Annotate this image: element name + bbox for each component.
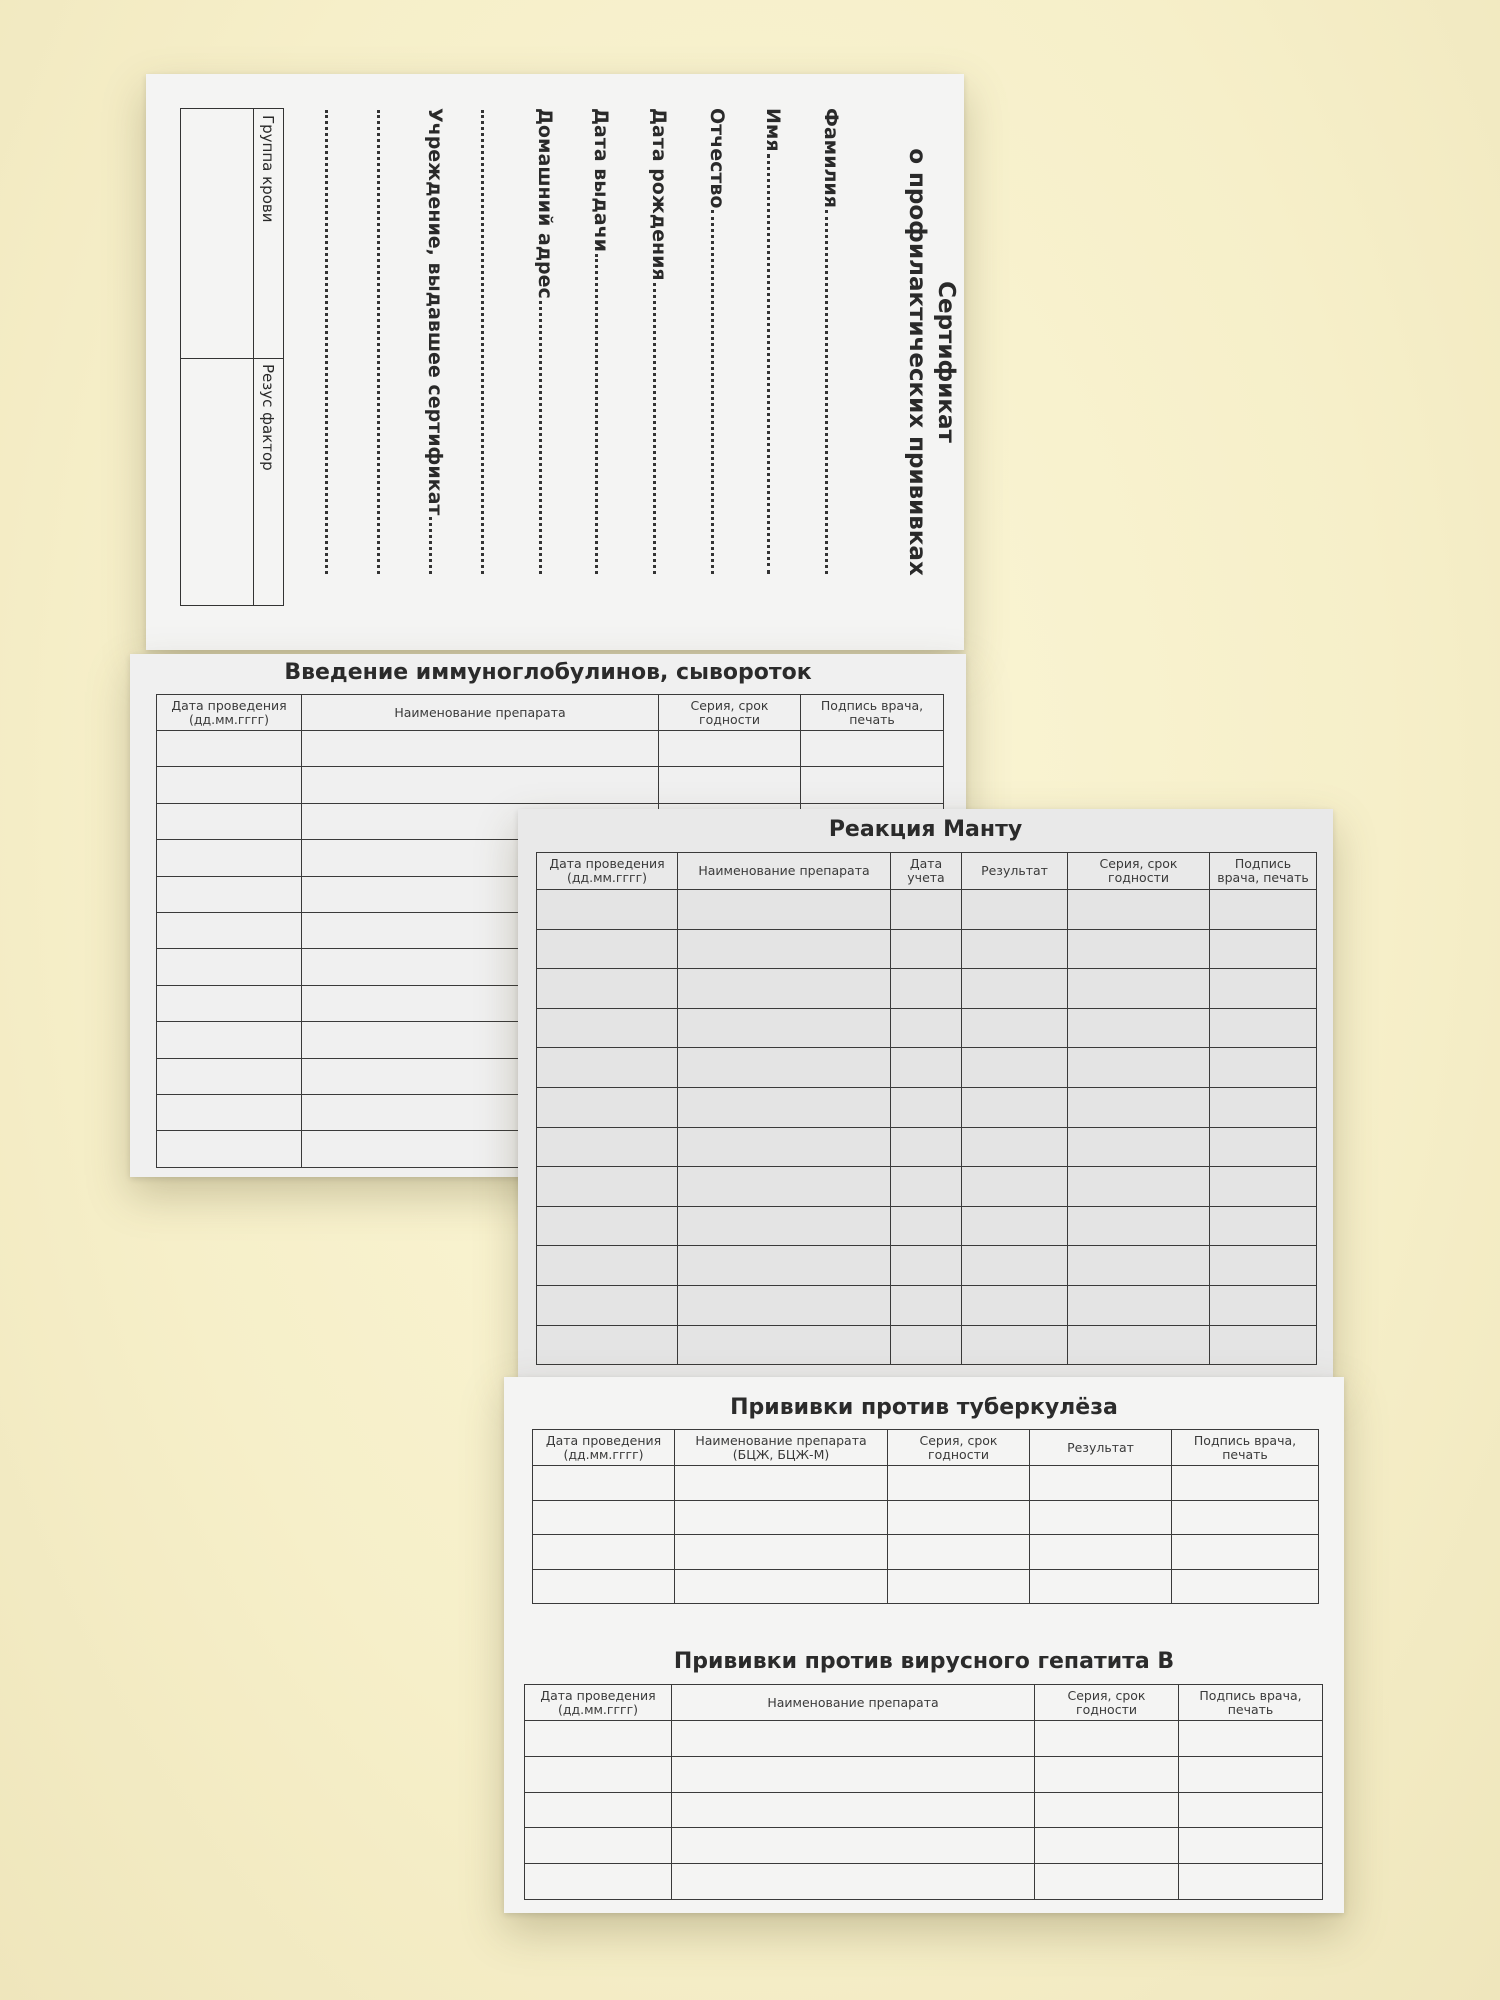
column-header: Дата учета [891, 853, 962, 890]
column-header: Дата проведения (дд.мм.гггг) [525, 1685, 672, 1721]
table-cell[interactable] [1035, 1756, 1179, 1792]
table-row [525, 1864, 1323, 1900]
table-cell[interactable] [888, 1500, 1030, 1535]
column-header: Серия, срок годности [659, 695, 801, 731]
certificate-field [706, 108, 732, 574]
tuberculosis-table [532, 1429, 1319, 1604]
table-cell[interactable] [678, 1246, 891, 1286]
table-cell[interactable] [891, 1048, 962, 1088]
table-cell[interactable] [962, 1325, 1068, 1365]
certificate-field-label: Учреждение, выдавшее сертификат [424, 108, 446, 516]
table-cell[interactable] [157, 1058, 302, 1094]
table-cell[interactable] [962, 1087, 1068, 1127]
hepatitis-title: Прививки против вирусного гепатита В [673, 1649, 1175, 1674]
table-cell[interactable] [1068, 969, 1210, 1009]
table-cell[interactable] [157, 840, 302, 876]
table-cell[interactable] [157, 912, 302, 948]
certificate-field-dotted-line [429, 517, 432, 574]
column-header: Результат [1030, 1430, 1172, 1466]
table-cell[interactable] [157, 1022, 302, 1058]
table-cell[interactable] [302, 767, 659, 803]
table-cell[interactable] [675, 1569, 888, 1604]
table-cell[interactable] [1068, 1206, 1210, 1246]
table-cell[interactable] [962, 969, 1068, 1009]
table-cell[interactable] [1179, 1828, 1323, 1864]
table-cell[interactable] [891, 1206, 962, 1246]
mantu-page [518, 809, 1333, 1377]
table-cell[interactable] [962, 929, 1068, 969]
table-cell[interactable] [1035, 1864, 1179, 1900]
table-cell[interactable] [157, 1094, 302, 1130]
table-cell[interactable] [891, 1325, 962, 1365]
table-cell[interactable] [678, 1048, 891, 1088]
mantu-table [536, 852, 1317, 1365]
table-cell[interactable] [801, 731, 944, 767]
table-row [533, 1535, 1319, 1570]
table-cell[interactable] [1068, 1167, 1210, 1207]
certificate-content [146, 74, 964, 650]
table-cell[interactable] [888, 1466, 1030, 1501]
immunoglobulin-title: Введение иммуноглобулинов, сывороток [284, 660, 812, 685]
table-cell[interactable] [675, 1500, 888, 1535]
table-cell[interactable] [962, 890, 1068, 930]
table-cell[interactable] [678, 1087, 891, 1127]
table-cell[interactable] [1068, 1325, 1210, 1365]
table-cell[interactable] [1030, 1500, 1172, 1535]
certificate-field-dotted-line [653, 283, 656, 574]
table-cell[interactable] [1172, 1535, 1319, 1570]
blood-group-box [180, 108, 284, 606]
table-cell[interactable] [1172, 1500, 1319, 1535]
table-cell[interactable] [1035, 1828, 1179, 1864]
table-row [537, 1246, 1317, 1286]
table-cell[interactable] [888, 1535, 1030, 1570]
table-cell[interactable] [537, 1206, 678, 1246]
table-cell[interactable] [157, 731, 302, 767]
table-cell[interactable] [1210, 929, 1317, 969]
table-cell[interactable] [1210, 890, 1317, 930]
table-cell[interactable] [157, 767, 302, 803]
table-cell[interactable] [962, 1206, 1068, 1246]
table-cell[interactable] [525, 1864, 672, 1900]
table-row [537, 1325, 1317, 1365]
table-cell[interactable] [1210, 1325, 1317, 1365]
table-cell[interactable] [1172, 1466, 1319, 1501]
certificate-field [534, 108, 560, 574]
table-cell[interactable] [1172, 1569, 1319, 1604]
certificate-page [146, 74, 964, 650]
table-cell[interactable] [891, 1246, 962, 1286]
certificate-field [648, 108, 674, 574]
column-header: Дата проведения (дд.мм.гггг) [533, 1430, 675, 1466]
table-cell[interactable] [525, 1792, 672, 1828]
table-cell[interactable] [678, 890, 891, 930]
table-row [537, 969, 1317, 1009]
table-cell[interactable] [678, 929, 891, 969]
table-cell[interactable] [537, 1008, 678, 1048]
column-header: Подпись врача, печать [801, 695, 944, 731]
table-cell[interactable] [537, 969, 678, 1009]
table-row [537, 1127, 1317, 1167]
table-row [537, 929, 1317, 969]
table-row [537, 1206, 1317, 1246]
table-cell[interactable] [1210, 1285, 1317, 1325]
table-cell[interactable] [678, 1285, 891, 1325]
table-cell[interactable] [962, 1048, 1068, 1088]
table-cell[interactable] [1068, 1087, 1210, 1127]
table-row [537, 1167, 1317, 1207]
certificate-field-dotted-line [539, 301, 542, 574]
table-row [157, 767, 944, 803]
table-cell[interactable] [1179, 1792, 1323, 1828]
table-row [525, 1828, 1323, 1864]
column-header: Дата проведения (дд.мм.гггг) [537, 853, 678, 890]
table-row [537, 1087, 1317, 1127]
certificate-field-dotted-line [377, 110, 380, 574]
table-cell[interactable] [537, 1246, 678, 1286]
table-cell[interactable] [157, 803, 302, 839]
table-cell[interactable] [672, 1792, 1035, 1828]
certificate-field-dotted-line [825, 210, 828, 574]
table-cell[interactable] [302, 731, 659, 767]
certificate-field-dotted-line [711, 210, 714, 574]
table-cell[interactable] [891, 1167, 962, 1207]
table-cell[interactable] [533, 1535, 675, 1570]
certificate-field-dotted-line [595, 254, 598, 574]
column-header: Наименование препарата (БЦЖ, БЦЖ-М) [675, 1430, 888, 1466]
certificate-field [476, 108, 502, 574]
table-cell[interactable] [888, 1569, 1030, 1604]
table-cell[interactable] [1030, 1466, 1172, 1501]
table-cell[interactable] [891, 969, 962, 1009]
table-cell[interactable] [537, 1167, 678, 1207]
table-cell[interactable] [962, 1127, 1068, 1167]
table-cell[interactable] [537, 1285, 678, 1325]
table-row [533, 1500, 1319, 1535]
certificate-subtitle: о профилактических прививках [904, 148, 930, 576]
table-cell[interactable] [891, 1285, 962, 1325]
table-cell[interactable] [675, 1466, 888, 1501]
table-cell[interactable] [525, 1756, 672, 1792]
table-cell[interactable] [962, 1008, 1068, 1048]
table-cell[interactable] [157, 985, 302, 1021]
table-cell[interactable] [1179, 1756, 1323, 1792]
table-cell[interactable] [1068, 1048, 1210, 1088]
table-cell[interactable] [1035, 1792, 1179, 1828]
table-cell[interactable] [1068, 890, 1210, 930]
table-cell[interactable] [537, 929, 678, 969]
column-header: Подпись врача, печать [1210, 853, 1317, 890]
table-cell[interactable] [1210, 1167, 1317, 1207]
tuberculosis-title: Прививки против туберкулёза [730, 1395, 1118, 1420]
column-header: Серия, срок годности [1035, 1685, 1179, 1721]
column-header: Наименование препарата [672, 1685, 1035, 1721]
table-cell[interactable] [678, 1325, 891, 1365]
table-row [157, 731, 944, 767]
table-cell[interactable] [962, 1167, 1068, 1207]
table-cell[interactable] [672, 1721, 1035, 1757]
table-cell[interactable] [1179, 1864, 1323, 1900]
table-cell[interactable] [1068, 929, 1210, 969]
table-cell[interactable] [533, 1466, 675, 1501]
table-cell[interactable] [533, 1500, 675, 1535]
table-cell[interactable] [962, 1285, 1068, 1325]
table-cell[interactable] [672, 1864, 1035, 1900]
table-cell[interactable] [659, 767, 801, 803]
table-cell[interactable] [533, 1569, 675, 1604]
mantu-title: Реакция Манту [828, 817, 1023, 842]
table-cell[interactable] [891, 1127, 962, 1167]
column-header: Результат [962, 853, 1068, 890]
table-cell[interactable] [1030, 1535, 1172, 1570]
table-cell[interactable] [678, 1127, 891, 1167]
certificate-field-label: Дата рождения [648, 108, 670, 281]
table-cell[interactable] [1210, 1008, 1317, 1048]
table-cell[interactable] [537, 1127, 678, 1167]
column-header: Подпись врача, печать [1179, 1685, 1323, 1721]
table-cell[interactable] [537, 890, 678, 930]
table-row [537, 890, 1317, 930]
table-cell[interactable] [1035, 1721, 1179, 1757]
table-cell[interactable] [157, 876, 302, 912]
hepatitis-table [524, 1684, 1323, 1900]
column-header: Подпись врача, печать [1172, 1430, 1319, 1466]
table-cell[interactable] [1210, 1246, 1317, 1286]
table-cell[interactable] [525, 1721, 672, 1757]
table-cell[interactable] [537, 1048, 678, 1088]
certificate-field-label: Отчество [706, 108, 728, 209]
table-cell[interactable] [1210, 1048, 1317, 1088]
table-cell[interactable] [525, 1828, 672, 1864]
table-row [525, 1792, 1323, 1828]
tuberculosis-hepatitis-page [504, 1377, 1344, 1913]
table-cell[interactable] [891, 890, 962, 930]
table-row [525, 1756, 1323, 1792]
table-cell[interactable] [659, 731, 801, 767]
certificate-field-label: Дата выдачи [590, 108, 612, 252]
table-cell[interactable] [801, 767, 944, 803]
table-cell[interactable] [678, 1167, 891, 1207]
table-cell[interactable] [675, 1535, 888, 1570]
table-cell[interactable] [1030, 1569, 1172, 1604]
column-header: Наименование препарата [302, 695, 659, 731]
certificate-field [590, 108, 616, 574]
certificate-field [820, 108, 846, 574]
table-cell[interactable] [1210, 1206, 1317, 1246]
table-cell[interactable] [157, 1131, 302, 1167]
table-cell[interactable] [537, 1087, 678, 1127]
table-cell[interactable] [537, 1325, 678, 1365]
table-cell[interactable] [672, 1828, 1035, 1864]
certificate-field [320, 108, 346, 574]
table-cell[interactable] [1068, 1285, 1210, 1325]
table-cell[interactable] [1068, 1127, 1210, 1167]
column-header: Серия, срок годности [888, 1430, 1030, 1466]
table-cell[interactable] [1179, 1721, 1323, 1757]
table-cell[interactable] [1068, 1008, 1210, 1048]
certificate-title: Сертификат [933, 281, 959, 443]
table-row [533, 1466, 1319, 1501]
table-cell[interactable] [1210, 969, 1317, 1009]
certificate-field [424, 108, 450, 574]
rhesus-factor-label: Резус фактор [259, 364, 277, 471]
column-header: Серия, срок годности [1068, 853, 1210, 890]
certificate-field-label: Фамилия [820, 108, 842, 208]
table-row [537, 1048, 1317, 1088]
column-header: Дата проведения (дд.мм.гггг) [157, 695, 302, 731]
table-cell[interactable] [1210, 1127, 1317, 1167]
certificate-field-dotted-line [767, 154, 770, 574]
certificate-field-dotted-line [481, 110, 484, 574]
certificate-field-label: Домашний адрес [534, 108, 556, 299]
table-cell[interactable] [672, 1756, 1035, 1792]
table-cell[interactable] [1210, 1087, 1317, 1127]
certificate-field [372, 108, 398, 574]
certificate-field-dotted-line [325, 110, 328, 574]
table-row [537, 1008, 1317, 1048]
table-cell[interactable] [891, 1008, 962, 1048]
blood-group-label: Группа крови [259, 115, 277, 223]
table-row [537, 1285, 1317, 1325]
column-header: Наименование препарата [678, 853, 891, 890]
table-cell[interactable] [962, 1246, 1068, 1286]
table-cell[interactable] [678, 1008, 891, 1048]
table-cell[interactable] [678, 1206, 891, 1246]
certificate-field-label: Имя [762, 108, 784, 152]
table-cell[interactable] [678, 969, 891, 1009]
table-row [533, 1569, 1319, 1604]
table-cell[interactable] [891, 929, 962, 969]
certificate-field [762, 108, 788, 574]
table-cell[interactable] [891, 1087, 962, 1127]
table-cell[interactable] [157, 949, 302, 985]
table-row [525, 1721, 1323, 1757]
table-cell[interactable] [1068, 1246, 1210, 1286]
